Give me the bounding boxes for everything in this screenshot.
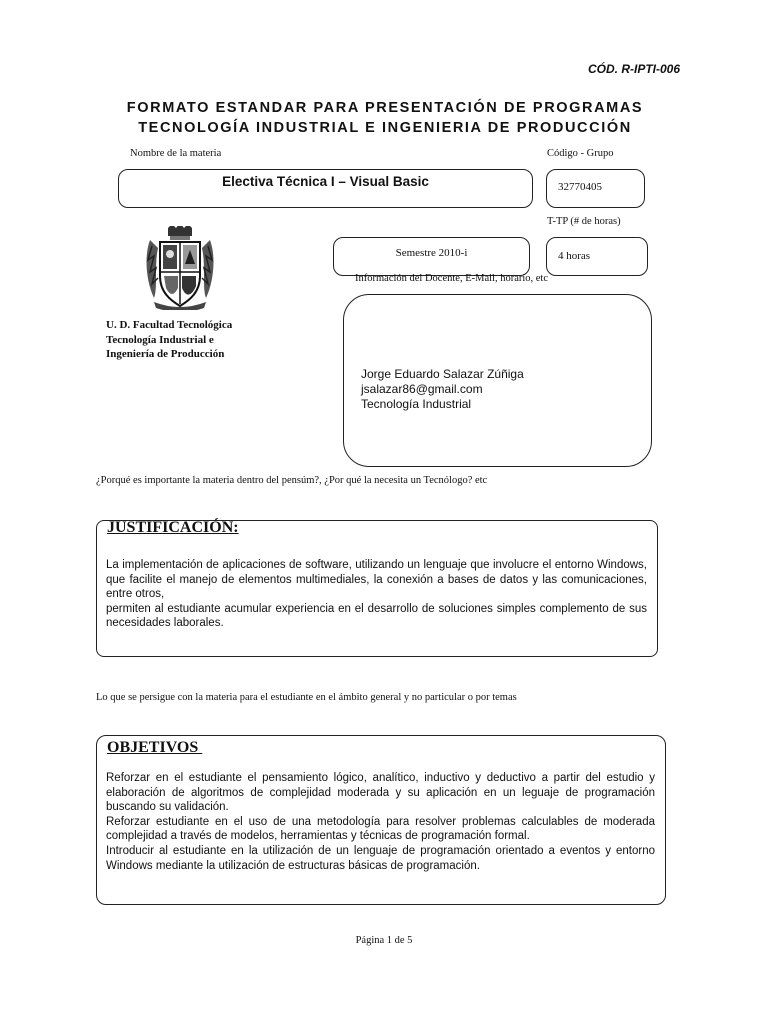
subject-box	[118, 169, 533, 208]
teacher-name: Jorge Eduardo Salazar Zúñiga	[361, 367, 524, 381]
faculty-block	[106, 318, 286, 362]
teacher-email: jsalazar86@gmail.com	[361, 382, 483, 396]
objectives-question: Lo que se persigue con la materia para el estudiante en el ámbito general y no particular o por temas	[96, 692, 517, 703]
justification-question: ¿Porqué es importante la materia dentro del pensúm?, ¿Por qué la necesita un Tecnólogo? etc	[96, 475, 488, 486]
page-number: Página 1 de 5	[355, 935, 413, 946]
objectives-text	[106, 771, 655, 873]
teacher-department: Tecnología Industrial	[361, 397, 472, 411]
semester-box	[333, 237, 530, 276]
subject-name-label: Nombre de la materia	[130, 148, 222, 159]
justification-heading: JUSTIFICACIÓN:	[107, 519, 239, 536]
faculty-line-1: U. D. Facultad Tecnológica	[106, 319, 233, 331]
title-line-2: TECNOLOGÍA INDUSTRIAL E INGENIERIA DE PRODUCCIÓN	[138, 120, 632, 136]
teacher-details	[361, 367, 524, 412]
justification-box	[96, 520, 658, 657]
objectives-heading: OBJETIVOS	[107, 739, 203, 756]
code-group-label: Código - Grupo	[547, 148, 614, 159]
objective-paragraph-1: Reforzar en el estudiante el pensamiento lógico, analítico, inductivo y deductivo a partir del estudio y elaboración de algoritmos de complejidad moderada y su aplicación en un leguaje de programación buscando su validación.	[106, 772, 655, 814]
hours-value: 4 horas	[558, 250, 591, 262]
faculty-line-3: Ingeniería de Producción	[106, 348, 225, 360]
justification-paragraph-1: La implementación de aplicaciones de software, utilizando un lenguaje que involucre el entorno Windows, que facilite el manejo de elementos multimediales, la conexión a bases de datos y las comunicaciones, entre otros,	[106, 559, 647, 601]
code-box	[546, 169, 645, 208]
document-code: CÓD. R-IPTI-006	[587, 62, 680, 76]
objective-paragraph-3: Introducir al estudiante en la utilización de un lenguaje de programación orientado a eventos y entorno Windows mediante la utilización de estructuras básicas de programación.	[106, 844, 655, 872]
faculty-line-2: Tecnología Industrial e	[106, 333, 214, 346]
university-crest-icon	[144, 226, 216, 310]
semester-value: Semestre 2010-i	[395, 247, 468, 259]
teacher-info-box	[343, 294, 652, 467]
title-line-1: FORMATO ESTANDAR PARA PRESENTACIÓN DE PROGRAMAS	[126, 100, 644, 116]
justification-paragraph-2: permiten al estudiante acumular experiencia en el desarrollo de soluciones simples complemento de sus necesidades laborales.	[106, 602, 647, 630]
hours-label: T-TP (# de horas)	[547, 216, 621, 227]
code-value: 32770405	[558, 181, 602, 193]
justification-text	[106, 558, 647, 631]
subject-name: Electiva Técnica I – Visual Basic	[222, 174, 429, 189]
objective-paragraph-2: Reforzar estudiante en el uso de una metodología para resolver problemas calculables de moderada complejidad a través de modelos, herramientas y técnicas de programación formal.	[106, 815, 655, 843]
hours-box	[546, 237, 648, 276]
teacher-info-label: Información del Docente, E-Mail, horario, etc	[355, 273, 549, 284]
objectives-box	[96, 735, 666, 905]
